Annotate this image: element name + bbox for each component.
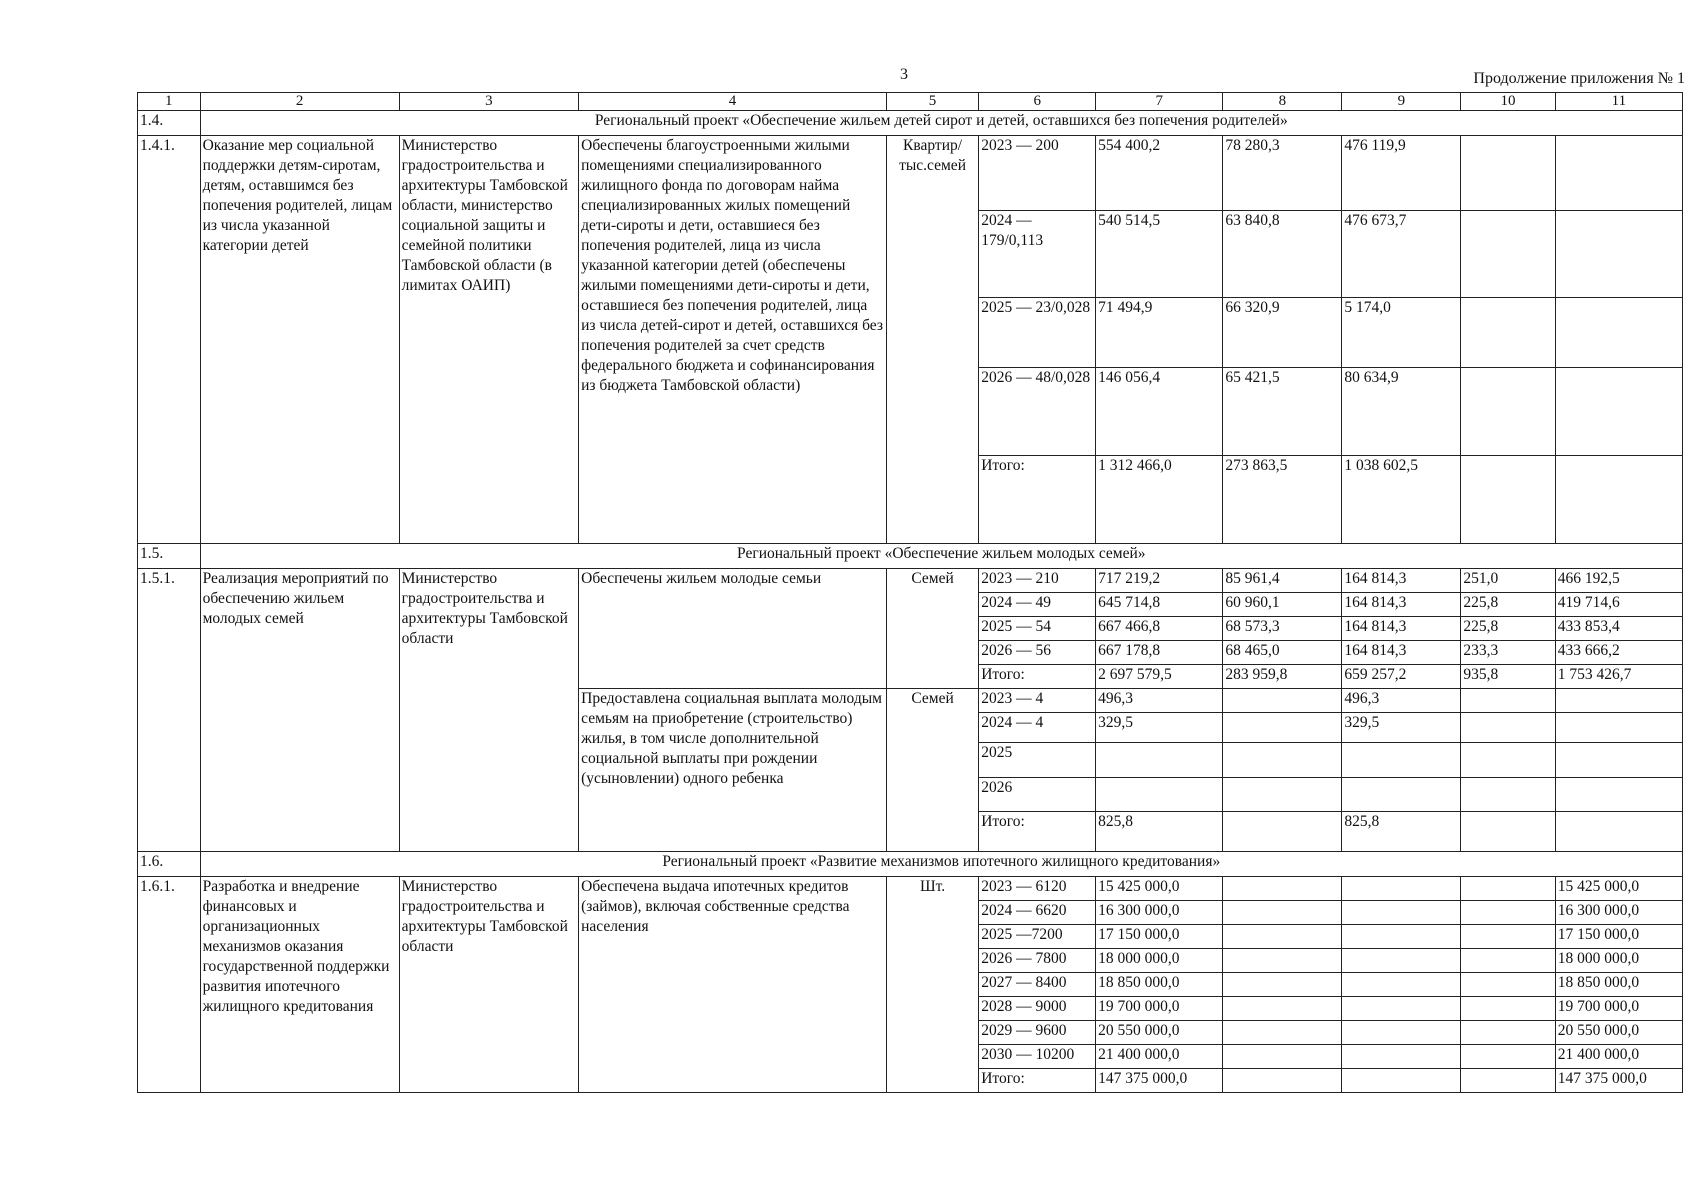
value-cell [1461,949,1555,973]
item-executor: Министерство градостроительства и архитектуры Тамбовской области, министерство социальной защиты и семейной политики Тамбовской области (в лимитах ОАИП) [399,136,579,544]
item-result: Предоставлена социальная выплата молодым семьям на приобретение (строительство) жилья, в том числе дополнительной социальной выплаты при рождении (усыновлении) одного ребенка [579,689,887,852]
value-cell [1461,298,1555,368]
value-cell [1461,1021,1555,1045]
value-cell: 20 550 000,0 [1555,1021,1682,1045]
value-cell [1461,901,1555,925]
value-cell: 146 056,4 [1096,368,1223,456]
value-cell [1461,1069,1555,1093]
year-cell: 2023 — 200 [979,136,1096,211]
item-result: Обеспечены жильем молодые семьи [579,569,887,689]
value-cell [1223,925,1342,949]
column-number-row [138,93,1683,111]
value-cell: 18 850 000,0 [1096,973,1223,997]
value-cell [1461,713,1555,743]
value-cell: 164 814,3 [1342,617,1461,641]
value-cell [1223,949,1342,973]
value-cell: 496,3 [1096,689,1223,713]
value-cell [1461,456,1555,544]
item-code: 1.6.1. [138,877,201,1093]
item-result: Обеспечены благоустроенными жилыми помещениями специализированного жилищного фонда по договорам найма специализированных жилых помещений дети-сироты и дети, оставшиеся без попечения родителей, лица из числа указанной категории детей (обеспечены жилыми помещениями дети-сироты и дети, оставшиеся без попечения родителей, лица из числа детей-сирот и детей, оставшихся без попечения родителей за счет средств федерального бюджета и софинансирования из бюджета Тамбовской области) [579,136,887,544]
year-cell: 2026 — 56 [979,641,1096,665]
table-row [138,569,1683,593]
section-code: 1.6. [138,852,201,877]
value-cell: 1 753 426,7 [1555,665,1682,689]
value-cell: 645 714,8 [1096,593,1223,617]
year-cell: 2025 — 23/0,028 [979,298,1096,368]
value-cell: 659 257,2 [1342,665,1461,689]
value-cell: 935,8 [1461,665,1555,689]
value-cell: 21 400 000,0 [1096,1045,1223,1069]
value-cell: 78 280,3 [1223,136,1342,211]
column-number: 4 [579,93,887,111]
year-cell: 2026 — 7800 [979,949,1096,973]
value-cell: 164 814,3 [1342,569,1461,593]
value-cell: 71 494,9 [1096,298,1223,368]
value-cell [1555,211,1682,298]
value-cell: 667 466,8 [1096,617,1223,641]
value-cell: 2 697 579,5 [1096,665,1223,689]
value-cell: 433 853,4 [1555,617,1682,641]
year-cell: 2028 — 9000 [979,997,1096,1021]
section-code: 1.4. [138,111,201,136]
year-cell: Итого: [979,1069,1096,1093]
value-cell: 540 514,5 [1096,211,1223,298]
value-cell: 476 673,7 [1342,211,1461,298]
value-cell: 273 863,5 [1223,456,1342,544]
value-cell [1223,997,1342,1021]
section-title: Региональный проект «Развитие механизмов ипотечного жилищного кредитования» [200,852,1682,877]
year-cell: 2025 — 54 [979,617,1096,641]
value-cell [1555,136,1682,211]
year-cell: 2027 — 8400 [979,973,1096,997]
value-cell [1555,743,1682,778]
value-cell [1223,812,1342,852]
item-code: 1.4.1. [138,136,201,544]
item-unit: Квартир/ тыс.семей [886,136,978,544]
value-cell: 80 634,9 [1342,368,1461,456]
value-cell: 717 219,2 [1096,569,1223,593]
value-cell: 283 959,8 [1223,665,1342,689]
year-cell: 2025 [979,743,1096,778]
year-cell: 2025 —7200 [979,925,1096,949]
value-cell: 19 700 000,0 [1096,997,1223,1021]
value-cell [1223,1069,1342,1093]
value-cell: 19 700 000,0 [1555,997,1682,1021]
value-cell [1223,689,1342,713]
value-cell: 60 960,1 [1223,593,1342,617]
value-cell: 5 174,0 [1342,298,1461,368]
year-cell: 2023 — 210 [979,569,1096,593]
value-cell [1342,877,1461,901]
value-cell [1223,901,1342,925]
table-row [138,877,1683,901]
year-cell: 2026 — 48/0,028 [979,368,1096,456]
value-cell: 68 573,3 [1223,617,1342,641]
value-cell: 15 425 000,0 [1555,877,1682,901]
column-number: 10 [1461,93,1555,111]
value-cell [1461,973,1555,997]
value-cell [1342,743,1461,778]
value-cell: 17 150 000,0 [1555,925,1682,949]
value-cell: 20 550 000,0 [1096,1021,1223,1045]
value-cell: 419 714,6 [1555,593,1682,617]
value-cell: 164 814,3 [1342,593,1461,617]
program-table [137,92,1683,1093]
year-cell: 2026 [979,778,1096,812]
value-cell [1555,456,1682,544]
value-cell [1555,713,1682,743]
value-cell [1342,925,1461,949]
item-name: Разработка и внедрение финансовых и организационных механизмов оказания государственной поддержки развития ипотечного жилищного кредитования [200,877,399,1093]
value-cell: 85 961,4 [1223,569,1342,593]
year-cell: Итого: [979,665,1096,689]
value-cell [1096,778,1223,812]
value-cell [1342,1021,1461,1045]
column-number: 2 [200,93,399,111]
value-cell [1342,1069,1461,1093]
value-cell [1461,877,1555,901]
value-cell [1096,743,1223,778]
value-cell: 667 178,8 [1096,641,1223,665]
value-cell [1461,1045,1555,1069]
year-cell: 2023 — 4 [979,689,1096,713]
value-cell: 225,8 [1461,593,1555,617]
item-code: 1.5.1. [138,569,201,852]
value-cell [1342,1045,1461,1069]
year-cell: 2024 — 4 [979,713,1096,743]
value-cell [1223,743,1342,778]
year-cell: 2029 — 9600 [979,1021,1096,1045]
value-cell [1342,778,1461,812]
item-executor: Министерство градостроительства и архитектуры Тамбовской области [399,877,579,1093]
year-cell: Итого: [979,456,1096,544]
value-cell [1461,136,1555,211]
year-cell: 2023 — 6120 [979,877,1096,901]
section-row [138,111,1683,136]
value-cell: 433 666,2 [1555,641,1682,665]
value-cell: 496,3 [1342,689,1461,713]
value-cell [1342,973,1461,997]
value-cell: 1 312 466,0 [1096,456,1223,544]
value-cell: 825,8 [1342,812,1461,852]
value-cell: 233,3 [1461,641,1555,665]
item-name: Оказание мер социальной поддержки детям-сиротам, детям, оставшимся без попечения родителей, лицам из числа указанной категории детей [200,136,399,544]
value-cell: 147 375 000,0 [1096,1069,1223,1093]
item-name: Реализация мероприятий по обеспечению жильем молодых семей [200,569,399,852]
value-cell [1555,368,1682,456]
value-cell [1223,877,1342,901]
value-cell: 147 375 000,0 [1555,1069,1682,1093]
value-cell [1342,901,1461,925]
value-cell [1342,997,1461,1021]
value-cell: 18 850 000,0 [1555,973,1682,997]
value-cell [1555,689,1682,713]
value-cell [1223,1045,1342,1069]
value-cell: 225,8 [1461,617,1555,641]
table-row [138,136,1683,211]
section-row [138,852,1683,877]
section-code: 1.5. [138,544,201,569]
item-unit: Семей [886,689,978,852]
item-executor: Министерство градостроительства и архитектуры Тамбовской области [399,569,579,852]
column-number: 8 [1223,93,1342,111]
value-cell: 65 421,5 [1223,368,1342,456]
section-title: Региональный проект «Обеспечение жильем молодых семей» [200,544,1682,569]
value-cell: 63 840,8 [1223,211,1342,298]
section-title: Региональный проект «Обеспечение жильем детей сирот и детей, оставшихся без попечения родителей» [200,111,1682,136]
value-cell [1555,812,1682,852]
value-cell [1461,211,1555,298]
value-cell: 18 000 000,0 [1096,949,1223,973]
value-cell: 68 465,0 [1223,641,1342,665]
value-cell: 17 150 000,0 [1096,925,1223,949]
column-number: 7 [1096,93,1223,111]
column-number: 1 [138,93,201,111]
value-cell: 466 192,5 [1555,569,1682,593]
value-cell [1555,778,1682,812]
value-cell: 21 400 000,0 [1555,1045,1682,1069]
year-cell: 2030 — 10200 [979,1045,1096,1069]
value-cell: 66 320,9 [1223,298,1342,368]
value-cell: 16 300 000,0 [1096,901,1223,925]
year-cell: Итого: [979,812,1096,852]
section-row [138,544,1683,569]
value-cell [1461,368,1555,456]
column-number: 9 [1342,93,1461,111]
value-cell: 251,0 [1461,569,1555,593]
value-cell [1461,743,1555,778]
value-cell [1461,689,1555,713]
column-number: 11 [1555,93,1682,111]
value-cell [1223,1021,1342,1045]
item-result: Обеспечена выдача ипотечных кредитов (займов), включая собственные средства населения [579,877,887,1093]
column-number: 5 [886,93,978,111]
column-number: 6 [979,93,1096,111]
value-cell: 164 814,3 [1342,641,1461,665]
value-cell: 18 000 000,0 [1555,949,1682,973]
value-cell: 329,5 [1096,713,1223,743]
value-cell: 329,5 [1342,713,1461,743]
value-cell: 16 300 000,0 [1555,901,1682,925]
value-cell [1223,973,1342,997]
value-cell: 554 400,2 [1096,136,1223,211]
value-cell: 1 038 602,5 [1342,456,1461,544]
value-cell [1461,925,1555,949]
item-unit: Шт. [886,877,978,1093]
value-cell [1461,812,1555,852]
value-cell: 825,8 [1096,812,1223,852]
year-cell: 2024 — 6620 [979,901,1096,925]
value-cell: 476 119,9 [1342,136,1461,211]
year-cell: 2024 — 179/0,113 [979,211,1096,298]
value-cell [1461,778,1555,812]
value-cell [1223,778,1342,812]
value-cell [1461,997,1555,1021]
value-cell [1555,298,1682,368]
column-number: 3 [399,93,579,111]
value-cell: 15 425 000,0 [1096,877,1223,901]
continuation-label: Продолжение приложения № 1 [1473,70,1685,87]
value-cell [1223,713,1342,743]
value-cell [1342,949,1461,973]
year-cell: 2024 — 49 [979,593,1096,617]
item-unit: Семей [886,569,978,689]
page-number: 3 [900,66,908,83]
